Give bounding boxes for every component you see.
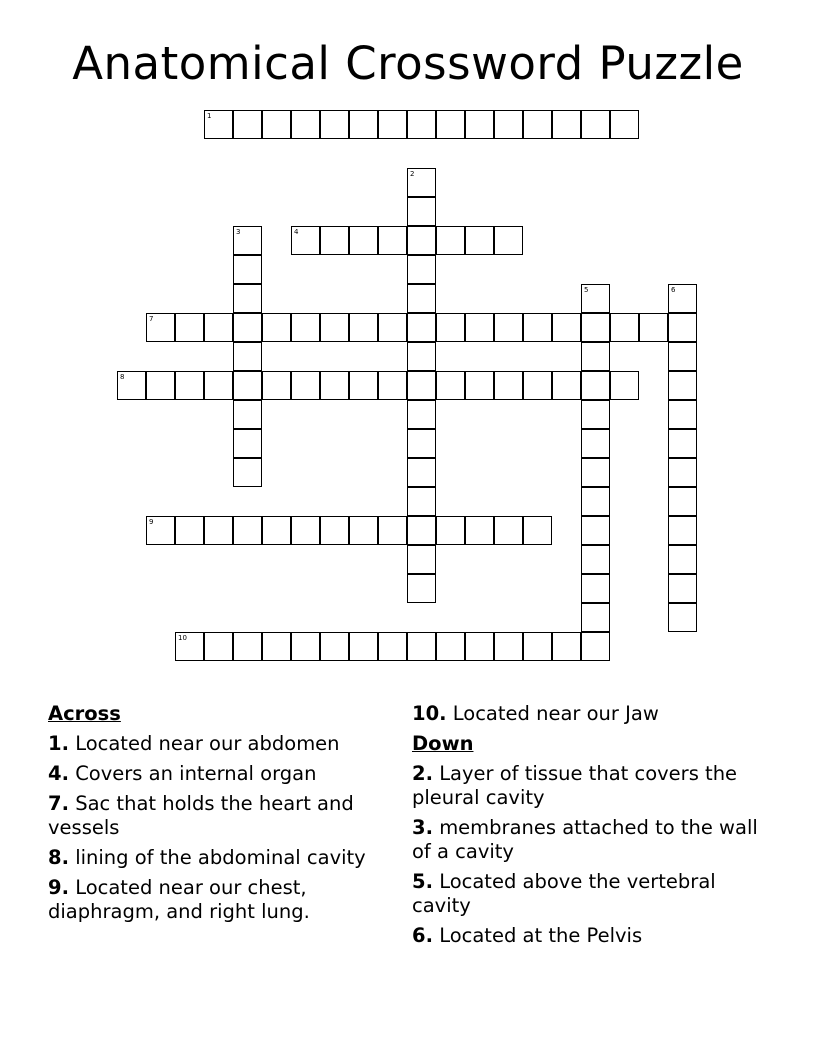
grid-cell[interactable] — [349, 226, 378, 255]
clues-left-column — [48, 702, 388, 930]
grid-cell[interactable] — [407, 371, 436, 400]
clue-text: Located near our Jaw — [452, 702, 659, 725]
clue-across-8 — [48, 846, 388, 870]
grid-cell[interactable] — [581, 400, 610, 429]
grid-cell[interactable] — [378, 110, 407, 139]
page-title: Anatomical Crossword Puzzle — [72, 37, 744, 90]
grid-cell[interactable] — [465, 516, 494, 545]
grid-cell[interactable] — [233, 371, 262, 400]
grid-cell[interactable] — [233, 429, 262, 458]
grid-cell[interactable] — [204, 632, 233, 661]
grid-cell[interactable] — [436, 313, 465, 342]
cell-number: 5 — [584, 286, 589, 294]
grid-cell[interactable] — [552, 313, 581, 342]
grid-cell[interactable] — [610, 110, 639, 139]
grid-cell[interactable] — [320, 226, 349, 255]
grid-cell[interactable] — [233, 516, 262, 545]
cell-number: 3 — [236, 228, 241, 236]
grid-cell[interactable] — [436, 226, 465, 255]
grid-cell[interactable] — [581, 313, 610, 342]
grid-cell[interactable] — [465, 371, 494, 400]
cell-number: 9 — [149, 518, 154, 526]
clue-text: Located at the Pelvis — [439, 924, 643, 947]
grid-cell[interactable] — [407, 255, 436, 284]
grid-cell[interactable] — [581, 487, 610, 516]
cell-number: 4 — [294, 228, 299, 236]
grid-cell[interactable] — [349, 313, 378, 342]
grid-cell[interactable] — [436, 110, 465, 139]
grid-cell[interactable] — [610, 371, 639, 400]
clue-down-3 — [412, 816, 772, 864]
grid-cell[interactable] — [204, 110, 233, 139]
grid-cell[interactable] — [233, 400, 262, 429]
grid-cell[interactable] — [465, 110, 494, 139]
clue-number: 2. — [412, 762, 433, 785]
clue-text: Located near our chest, diaphragm, and right lung. — [48, 876, 310, 923]
clue-text: Located above the vertebral cavity — [412, 870, 716, 917]
grid-cell[interactable] — [262, 110, 291, 139]
grid-cell[interactable] — [378, 226, 407, 255]
across-heading: Across — [48, 702, 121, 725]
grid-cell[interactable] — [523, 516, 552, 545]
clue-down-6 — [412, 924, 772, 948]
grid-cell[interactable] — [378, 516, 407, 545]
grid-cell[interactable] — [494, 371, 523, 400]
grid-cell[interactable] — [233, 313, 262, 342]
grid-cell[interactable] — [407, 458, 436, 487]
grid-cell[interactable] — [465, 632, 494, 661]
clue-text: Sac that holds the heart and vessels — [48, 792, 354, 839]
grid-cell[interactable] — [523, 632, 552, 661]
grid-cell[interactable] — [581, 632, 610, 661]
grid-cell[interactable] — [291, 313, 320, 342]
grid-cell[interactable] — [320, 313, 349, 342]
clue-down-5 — [412, 870, 772, 918]
grid-cell[interactable] — [320, 632, 349, 661]
grid-cell[interactable] — [349, 110, 378, 139]
grid-cell[interactable] — [581, 110, 610, 139]
grid-cell[interactable] — [349, 371, 378, 400]
grid-cell[interactable] — [581, 545, 610, 574]
grid-cell[interactable] — [668, 400, 697, 429]
grid-cell[interactable] — [668, 516, 697, 545]
cell-number: 2 — [410, 170, 415, 178]
grid-cell[interactable] — [320, 110, 349, 139]
grid-cell[interactable] — [291, 516, 320, 545]
grid-cell[interactable] — [610, 313, 639, 342]
cell-number: 6 — [671, 286, 676, 294]
grid-cell[interactable] — [233, 342, 262, 371]
grid-cell[interactable] — [552, 371, 581, 400]
grid-cell[interactable] — [291, 632, 320, 661]
grid-cell[interactable] — [494, 632, 523, 661]
clue-text: membranes attached to the wall of a cavity — [412, 816, 758, 863]
grid-cell[interactable] — [407, 168, 436, 197]
grid-cell[interactable] — [175, 313, 204, 342]
grid-cell[interactable] — [639, 313, 668, 342]
grid-cell[interactable] — [552, 632, 581, 661]
grid-cell[interactable] — [465, 313, 494, 342]
grid-cell[interactable] — [668, 603, 697, 632]
grid-cell[interactable] — [407, 487, 436, 516]
grid-cell[interactable] — [407, 400, 436, 429]
cell-number: 10 — [178, 634, 187, 642]
grid-cell[interactable] — [581, 429, 610, 458]
grid-cell[interactable] — [378, 313, 407, 342]
grid-cell[interactable] — [436, 632, 465, 661]
cell-number: 1 — [207, 112, 212, 120]
grid-cell[interactable] — [523, 313, 552, 342]
clue-number: 10. — [412, 702, 447, 725]
grid-cell[interactable] — [407, 197, 436, 226]
clue-text: Layer of tissue that covers the pleural cavity — [412, 762, 738, 809]
grid-cell[interactable] — [668, 284, 697, 313]
grid-cell[interactable] — [407, 313, 436, 342]
grid-cell[interactable] — [233, 458, 262, 487]
grid-cell[interactable] — [349, 516, 378, 545]
grid-cell[interactable] — [552, 110, 581, 139]
grid-cell[interactable] — [233, 284, 262, 313]
grid-cell[interactable] — [175, 371, 204, 400]
grid-cell[interactable] — [523, 371, 552, 400]
cell-number: 8 — [120, 373, 125, 381]
grid-cell[interactable] — [523, 110, 552, 139]
clue-across-4 — [48, 762, 388, 786]
grid-cell[interactable] — [262, 516, 291, 545]
grid-cell[interactable] — [407, 516, 436, 545]
clue-number: 4. — [48, 762, 69, 785]
clue-number: 5. — [412, 870, 433, 893]
grid-cell[interactable] — [407, 342, 436, 371]
grid-cell[interactable] — [407, 574, 436, 603]
grid-cell[interactable] — [233, 110, 262, 139]
grid-cell[interactable] — [146, 313, 175, 342]
grid-cell[interactable] — [668, 371, 697, 400]
clue-across-9 — [48, 876, 388, 924]
cell-number: 7 — [149, 315, 154, 323]
clue-text: Located near our abdomen — [75, 732, 340, 755]
clue-across-7 — [48, 792, 388, 840]
grid-cell[interactable] — [233, 632, 262, 661]
grid-cell[interactable] — [175, 516, 204, 545]
grid-cell[interactable] — [407, 632, 436, 661]
grid-cell[interactable] — [291, 371, 320, 400]
grid-cell[interactable] — [668, 313, 697, 342]
grid-cell[interactable] — [581, 516, 610, 545]
grid-cell[interactable] — [378, 632, 407, 661]
grid-cell[interactable] — [494, 313, 523, 342]
grid-cell[interactable] — [117, 371, 146, 400]
grid-cell[interactable] — [320, 371, 349, 400]
grid-cell[interactable] — [494, 110, 523, 139]
grid-cell[interactable] — [407, 226, 436, 255]
grid-cell[interactable] — [262, 371, 291, 400]
grid-cell[interactable] — [465, 226, 494, 255]
grid-cell[interactable] — [668, 545, 697, 574]
grid-cell[interactable] — [668, 429, 697, 458]
clue-number: 7. — [48, 792, 69, 815]
grid-cell[interactable] — [378, 371, 407, 400]
grid-cell[interactable] — [233, 226, 262, 255]
grid-cell[interactable] — [349, 632, 378, 661]
grid-cell[interactable] — [494, 226, 523, 255]
grid-cell[interactable] — [175, 632, 204, 661]
grid-cell[interactable] — [407, 110, 436, 139]
grid-cell[interactable] — [581, 603, 610, 632]
grid-cell[interactable] — [407, 545, 436, 574]
grid-cell[interactable] — [262, 313, 291, 342]
grid-cell[interactable] — [407, 284, 436, 313]
grid-cell[interactable] — [291, 110, 320, 139]
grid-cell[interactable] — [581, 284, 610, 313]
grid-cell[interactable] — [204, 516, 233, 545]
grid-cell[interactable] — [668, 574, 697, 603]
grid-cell[interactable] — [204, 371, 233, 400]
clue-number: 3. — [412, 816, 433, 839]
grid-cell[interactable] — [233, 255, 262, 284]
grid-cell[interactable] — [668, 342, 697, 371]
grid-cell[interactable] — [320, 516, 349, 545]
grid-cell[interactable] — [436, 371, 465, 400]
grid-cell[interactable] — [494, 516, 523, 545]
grid-cell[interactable] — [146, 371, 175, 400]
grid-cell[interactable] — [668, 458, 697, 487]
clue-number: 1. — [48, 732, 69, 755]
grid-cell[interactable] — [668, 487, 697, 516]
clue-text: lining of the abdominal cavity — [75, 846, 366, 869]
grid-cell[interactable] — [262, 632, 291, 661]
clue-number: 8. — [48, 846, 69, 869]
grid-cell[interactable] — [581, 371, 610, 400]
clue-across-10 — [412, 702, 772, 726]
grid-cell[interactable] — [291, 226, 320, 255]
grid-cell[interactable] — [204, 313, 233, 342]
grid-cell[interactable] — [581, 342, 610, 371]
clue-text: Covers an internal organ — [75, 762, 317, 785]
clue-number: 6. — [412, 924, 433, 947]
grid-cell[interactable] — [436, 516, 465, 545]
grid-cell[interactable] — [407, 429, 436, 458]
grid-cell[interactable] — [146, 516, 175, 545]
clue-number: 9. — [48, 876, 69, 899]
clue-down-2 — [412, 762, 772, 810]
grid-cell[interactable] — [581, 574, 610, 603]
grid-cell[interactable] — [581, 458, 610, 487]
clue-across-1 — [48, 732, 388, 756]
down-heading: Down — [412, 732, 474, 755]
clues-right-column — [412, 702, 772, 954]
